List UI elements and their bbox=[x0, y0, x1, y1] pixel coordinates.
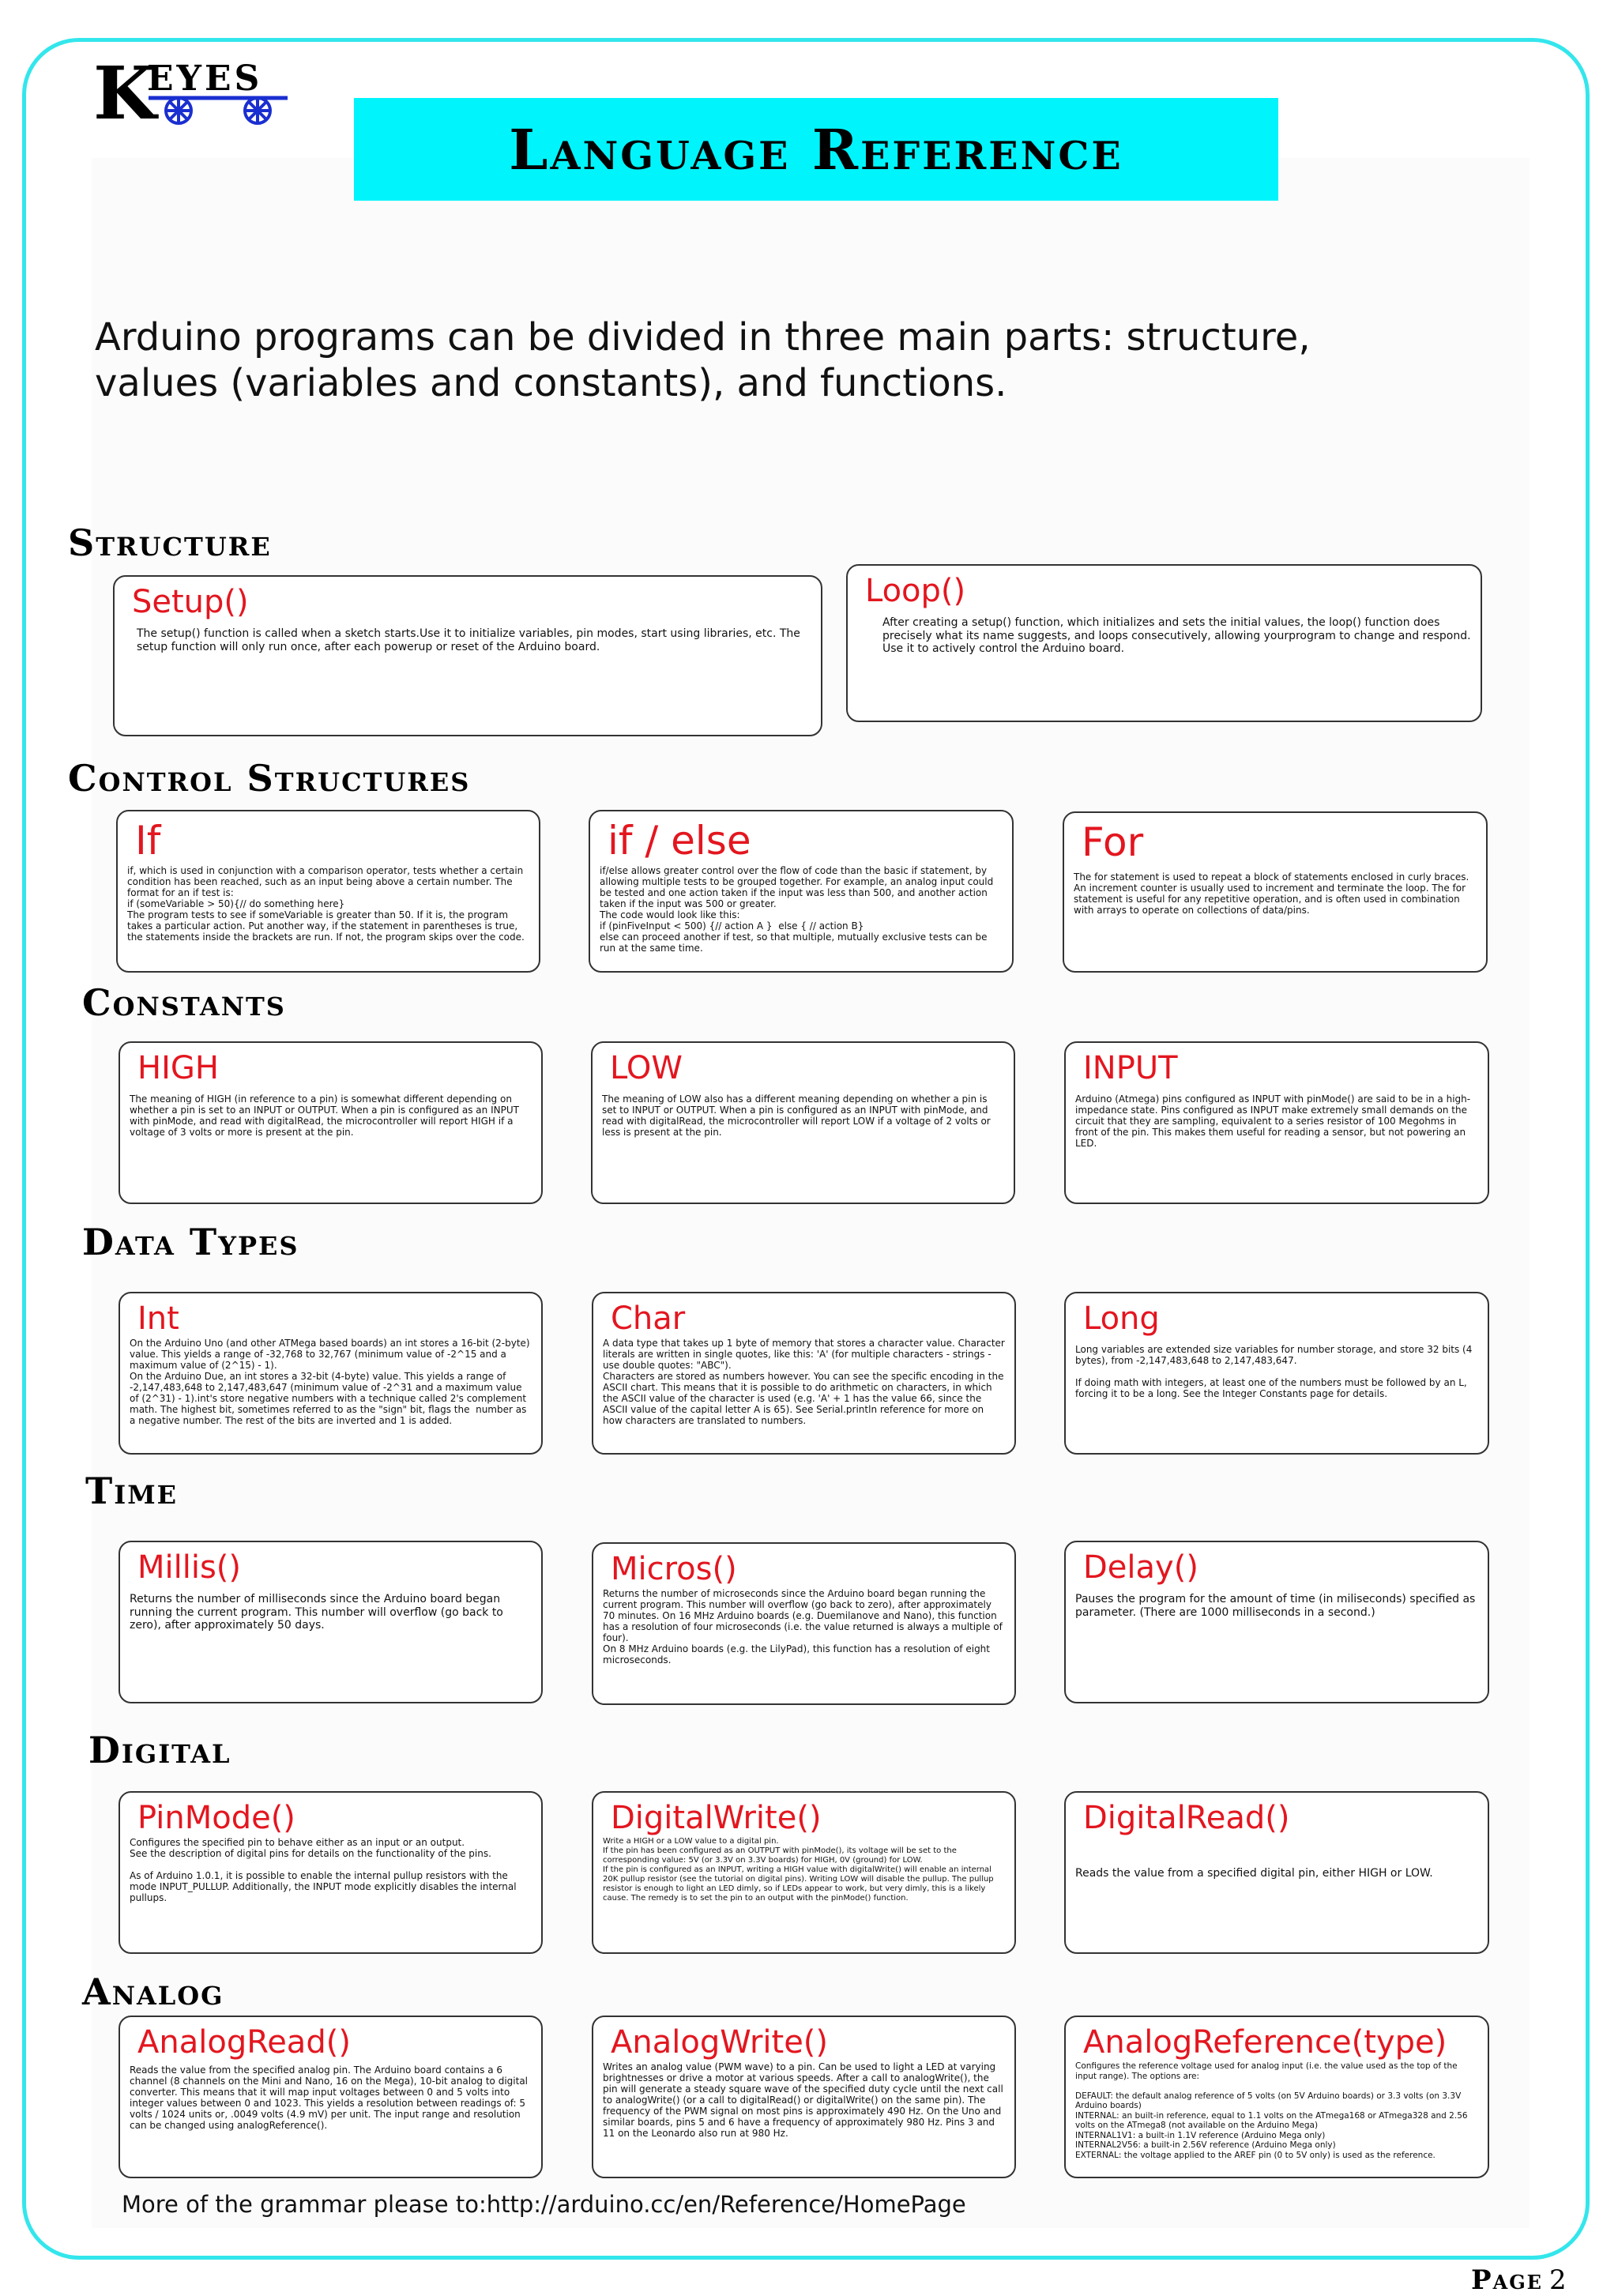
card-body: Reads the value from the specified analog pin. The Arduino board contains a 6 channel (8 channels on the Mini and Nano, 16 on the Mega), 10-bit analog to digital converter. This means that it will map input voltages between 0 and 5 volts into integer values between 0 and 1023. This yields a resolution between readings of: 5 volts / 1024 units or, .0049 volts (4.9 mV) per unit. The input range and resolution can be changed using analogReference(). bbox=[130, 2065, 531, 2131]
keyes-logo bbox=[93, 51, 299, 136]
logo-text-eyes: EYES bbox=[147, 58, 263, 99]
card-body: if, which is used in conjunction with a comparison operator, tests whether a certain condition has been reached, such as an input being above a certain number. The format for an if test is: if (someVariable > 50){// do something here} The program tests to see if someVariable is greater than 50. If it is, the program takes a particular action. Put another way, if the statement in parentheses is true, the statements inside the brackets are run. If not, the program skips over the code. bbox=[127, 865, 525, 943]
section-constants: Constants bbox=[82, 981, 286, 1024]
card-body: The meaning of HIGH (in reference to a pin) is somewhat different depending on whether a pin is set to an INPUT or OUTPUT. When a pin is configured as an INPUT with pinMode, and read with digitalRead, the microcontroller will report HIGH if a voltage of 3 volts or more is present at the pin. bbox=[130, 1093, 522, 1138]
card-title: if / else bbox=[608, 818, 751, 864]
section-structure: Structure bbox=[68, 521, 272, 564]
card-body: After creating a setup() function, which initializes and sets the initial values, the loop() function does precisely what its name suggests, and loops consecutively, allowing yourprogram to change and respond. Use it to actively control the Arduino board. bbox=[882, 616, 1475, 655]
card-digitalwrite bbox=[592, 1791, 1016, 1954]
card-body: Write a HIGH or a LOW value to a digital pin. If the pin has been configured as an OUTPUT with pinMode(), its voltage will be set to the corresponding value: 5V (or 3.3V on 3.3V boards) for HIGH, 0V (ground) for LOW. If the pin is configured as an INPUT, writing a HIGH value with digitalWrite() will enable an internal 20K pullup resistor (see the tutorial on digital pins). Writing LOW will disable the pullup. The pullup resistor is enough to light an LED dimly, so if LEDs appear to work, but very dimly, this is a likely cause. The remedy is to set the pin to an output with the pinMode() function. bbox=[603, 1837, 994, 1903]
card-body: Returns the number of microseconds since the Arduino board began running the current program. This number will overflow (go back to zero), after approximately 70 minutes. On 16 MHz Arduino boards (e.g. Duemilanove and Nano), this function has a resolution of four microseconds (i.e. the value returned is always a multiple of four). On 8 MHz Arduino boards (e.g. the LilyPad), this function has a resolution of eight microseconds. bbox=[603, 1588, 1003, 1666]
card-int bbox=[119, 1292, 543, 1455]
card-millis bbox=[119, 1541, 543, 1703]
card-title: AnalogWrite() bbox=[611, 2024, 829, 2061]
card-body: Writes an analog value (PWM wave) to a pin. Can be used to light a LED at varying brightnesses or drive a motor at various speeds. After a call to analogWrite(), the pin will generate a steady square wave of the specified duty cycle until the next call to analogWrite() (or a call to digitalRead() or digitalWrite() on the same pin). The frequency of the PWM signal on most pins is approximately 490 Hz. On the Uno and similar boards, pins 5 and 6 have a frequency of approximately 980 Hz. Pins 3 and 11 on the Leonardo also run at 980 Hz. bbox=[603, 2061, 1007, 2139]
card-body: A data type that takes up 1 byte of memory that stores a character value. Character literals are written in single quotes, like this: 'A' (for multiple characters - strings - use double quotes: "ABC"). Characters are stored as numbers however. You can see the specific encoding in the ASCII chart. This means that it is possible to do arithmetic on characters, in which the ASCII value of the character is used (e.g. 'A' + 1 has the value 66, since the ASCII value of the capital letter A is 65). See Serial.println reference for more on how characters are translated to numbers. bbox=[603, 1338, 1005, 1426]
card-title: INPUT bbox=[1083, 1050, 1178, 1086]
card-char bbox=[592, 1292, 1016, 1455]
card-title: If bbox=[135, 818, 161, 864]
card-analogread bbox=[119, 2016, 543, 2178]
card-digitalread bbox=[1064, 1791, 1489, 1954]
card-setup bbox=[113, 575, 822, 736]
logo-wheels-icon bbox=[141, 93, 291, 128]
card-title: Setup() bbox=[132, 584, 249, 620]
card-title: AnalogRead() bbox=[137, 2024, 351, 2061]
section-control-structures: Control Structures bbox=[68, 757, 471, 800]
card-input bbox=[1064, 1041, 1489, 1204]
card-title: DigitalRead() bbox=[1083, 1800, 1290, 1836]
page-number-value: 2 bbox=[1548, 2264, 1568, 2296]
card-if-else bbox=[589, 810, 1014, 973]
card-title: AnalogReference(type) bbox=[1083, 2024, 1447, 2061]
section-time: Time bbox=[85, 1470, 179, 1512]
card-title: Char bbox=[611, 1300, 686, 1337]
card-if bbox=[116, 810, 540, 973]
card-title: HIGH bbox=[137, 1050, 219, 1086]
section-data-types: Data Types bbox=[82, 1221, 299, 1263]
card-analogreference bbox=[1064, 2016, 1489, 2178]
card-body: On the Arduino Uno (and other ATMega based boards) an int stores a 16-bit (2-byte) value. This yields a range of -32,768 to 32,767 (minimum value of -2^15 and a maximum value of (2^15) - 1). On the Arduino Due, an int stores a 32-bit (4-byte) value. This yields a range of -2,147,483,648 to 2,147,483,647 (minimum value of -2^31 and a maximum value of (2^31) - 1).int's store negative numbers with a technique called 2's complement math. The highest bit, sometimes referred to as the "sign" bit, flags the number as a negative number. The rest of the bits are inverted and 1 is added. bbox=[130, 1338, 530, 1426]
card-for bbox=[1063, 811, 1488, 973]
card-body: Configures the reference voltage used for analog input (i.e. the value used as the top of the input range). The options are: DEFAULT: the default analog reference of 5 volts (on 5V Arduino boards) or 3.3 volts (on 3.3V Arduino boards) INTERNAL: an built-in reference, equal to 1.1 volts on the ATmega168 or ATmega328 and 2.56 volts on the ATmega8 (not available on the Arduino Mega) INTERNAL1V1: a built-in 1.1V reference (Arduino Mega only) INTERNAL2V56: a built-in 2.56V reference (Arduino Mega only) EXTERNAL: the voltage applied to the AREF pin (0 to 5V only) is used as the reference. bbox=[1075, 2061, 1468, 2160]
card-title: Micros() bbox=[611, 1551, 737, 1587]
card-title: Delay() bbox=[1083, 1549, 1198, 1586]
footer-link-text: More of the grammar please to:http://arduino.cc/en/Reference/HomePage bbox=[122, 2191, 966, 2218]
card-body: The meaning of LOW also has a different meaning depending on whether a pin is set to INPUT or OUTPUT. When a pin is configured as an INPUT with pinMode, and read with digitalRead, the microcontroller will report LOW if a voltage of 2 volts or less is present at the pin. bbox=[602, 1093, 994, 1138]
card-body: Pauses the program for the amount of time (in miliseconds) specified as parameter. (There are 1000 milliseconds in a second.) bbox=[1075, 1593, 1479, 1619]
card-title: Loop() bbox=[865, 573, 966, 609]
card-body: Long variables are extended size variables for number storage, and store 32 bits (4 bytes), from -2,147,483,648 to 2,147,483,647. If doing math with integers, at least one of the numbers must be followed by an L, forcing it to be a long. See the Integer Constants page for details. bbox=[1075, 1344, 1473, 1399]
card-title: For bbox=[1082, 819, 1144, 865]
card-title: Int bbox=[137, 1300, 179, 1337]
card-high bbox=[119, 1041, 543, 1204]
card-delay bbox=[1064, 1541, 1489, 1703]
card-body: Arduino (Atmega) pins configured as INPUT with pinMode() are said to be in a high-impedance state. Pins configured as INPUT make extremely small demands on the circuit that they are sampling, equivalent to a series resistor of 100 Megohms in front of the pin. This makes them useful for reading a sensor, but not powering an LED. bbox=[1075, 1093, 1471, 1149]
card-title: LOW bbox=[610, 1050, 683, 1086]
card-title: PinMode() bbox=[137, 1800, 295, 1836]
card-long bbox=[1064, 1292, 1489, 1455]
card-loop bbox=[846, 564, 1482, 722]
section-analog: Analog bbox=[82, 1970, 224, 2013]
card-title: Long bbox=[1083, 1300, 1160, 1337]
section-digital: Digital bbox=[88, 1729, 231, 1771]
page-title: Language Reference bbox=[509, 116, 1123, 183]
card-body: The for statement is used to repeat a block of statements enclosed in curly braces. An increment counter is usually used to increment and terminate the loop. The for statement is useful for any repetitive operation, and is often used in combination with arrays to operate on collections of data/pins. bbox=[1074, 871, 1473, 916]
card-micros bbox=[592, 1542, 1016, 1705]
page-label: Page bbox=[1471, 2264, 1543, 2296]
title-banner bbox=[354, 98, 1278, 201]
card-body: if/else allows greater control over the flow of code than the basic if statement, by allowing multiple tests to be grouped together. For example, an analog input could be tested and one action taken if the input was less than 500, and another action taken if the input was 500 or greater. The code would look like this: if (pinFiveInput < 500) {// action A } else { // action B} else can proceed another if test, so that multiple, mutually exclusive tests can be run at the same time. bbox=[600, 865, 994, 954]
intro-text: Arduino programs can be divided in three main parts: structure, values (variables and constants), and functions. bbox=[95, 315, 1311, 405]
card-body: The setup() function is called when a sketch starts.Use it to initialize variables, pin modes, start using libraries, etc. The setup function will only run once, after each powerup or reset of the Arduino board. bbox=[137, 627, 804, 653]
page-number bbox=[1471, 2264, 1568, 2296]
card-title: Millis() bbox=[137, 1549, 242, 1586]
card-body: Reads the value from a specified digital pin, either HIGH or LOW. bbox=[1075, 1867, 1433, 1880]
card-pinmode bbox=[119, 1791, 543, 1954]
card-title: DigitalWrite() bbox=[611, 1800, 822, 1836]
card-body: Returns the number of milliseconds since the Arduino board began running the current program. This number will overflow (go back to zero), after approximately 50 days. bbox=[130, 1593, 507, 1632]
card-body: Configures the specified pin to behave either as an input or an output. See the description of digital pins for details on the functionality of the pins. As of Arduino 1.0.1, it is possible to enable the internal pullup resistors with the mode INPUT_PULLUP. Additionally, the INPUT mode explicitly disables the internal pullups. bbox=[130, 1837, 517, 1903]
card-analogwrite bbox=[592, 2016, 1016, 2178]
logo-letter-k: K bbox=[93, 51, 156, 136]
card-low bbox=[591, 1041, 1015, 1204]
